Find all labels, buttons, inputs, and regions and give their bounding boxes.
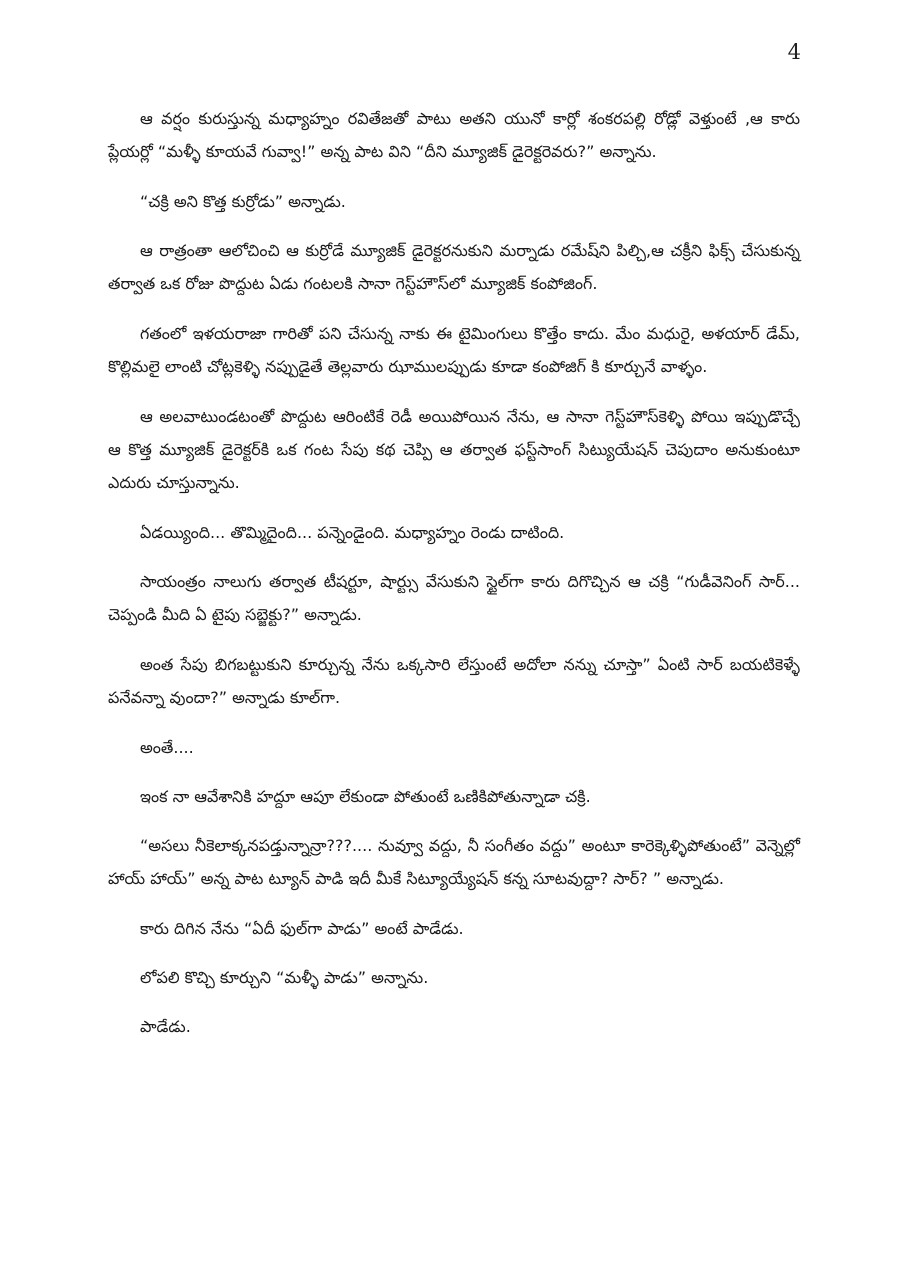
paragraph: ఆ రాత్రంతా ఆలోచించి ఆ కుర్రోడే మ్యూజిక్ డైరెక్టరనుకుని మర్నాడు రమేష్‌ని పిల్చి,ఆ చక్రీని ఫిక్స్ చేసుకున్న తర్వాత ఒక రోజు పొద్దుట ఏడు గంటలకి సానా గెస్ట్‌హౌస్‌లో మ్యూజిక్ కంపోజింగ్. [108,241,800,293]
paragraph: గతంలో ఇళయరాజా గారితో పని చేసున్న నాకు ఈ టైమింగులు కొత్తేం కాదు. మేం మధురై, అళయార్ డేమ్, కొల్లిమలై లాంటి చోట్లకెళ్ళి నప్పుడైతే తెల్లవారు ఝాములప్పుడు కూడా కంపోజిగ్ కి కూర్చునే వాళ్ళం. [108,324,800,376]
paragraph: సాయంత్రం నాలుగు తర్వాత టీషర్టూ, షార్ట్సు వేసుకుని స్టైల్‌గా కారు దిగొచ్చిన ఆ చక్రి “గుడీవెనింగ్ సార్... చెప్పండి మీది ఏ టైపు సబ్జెక్టు?” అన్నాడు. [108,572,800,624]
paragraph: అంతే.... [140,738,194,757]
paragraph: పాడేడు. [140,1017,191,1036]
document-body [108,102,800,1059]
paragraph: ఆ అలవాటుండటంతో పొద్దుట ఆరింటికే రెడీ అయిపోయిన నేను, ఆ సానా గెస్ట్‌హౌస్‌కెళ్ళి పోయి ఇప్పుడొచ్చే ఆ కొత్త మ్యూజిక్ డైరెక్టర్‌కి ఒక గంట సేపు కథ చెప్పి ఆ తర్వాత ఫస్ట్‌సాంగ్ సిట్యుయేషన్ చెపుదాం అనుకుంటూ ఎదురు చూస్తున్నాను. [108,407,800,492]
paragraph: అంత సేపు బిగబట్టుకుని కూర్చున్న నేను ఒక్కసారి లేస్తుంటే అదోలా నన్ను చూస్తా” ఏంటి సార్ బయటికెళ్ళే పనేవన్నా వుందా?” అన్నాడు కూల్‌గా. [108,655,800,707]
paragraph: “చక్రి అని కొత్త కుర్రోడు” అన్నాడు. [140,192,346,211]
paragraph: ఆ వర్షం కురుస్తున్న మధ్యాహ్నం రవితేజతో పాటు అతని యునో కార్లో శంకరపల్లి రోడ్లో వెళ్తుంటే ,ఆ కారు ప్లేయర్లో “మళ్ళీ కూయవే గువ్వా!” అన్న పాట విని “దీని మ్యూజిక్ డైరెక్టరెవరు?” అన్నాను. [108,109,800,161]
paragraph: కారు దిగిన నేను “ఏదీ ఫుల్‌గా పాడు” అంటే పాడేడు. [140,919,464,938]
paragraph: ఏడయ్యింది... తొమ్మిదైంది... పన్నెండైంది. మధ్యాహ్నం రెండు దాటింది. [140,523,565,542]
paragraph: లోపలి కొచ్చి కూర్చుని “మళ్ళీ పాడు” అన్నాను. [140,968,429,987]
paragraph: “అసలు నీకెలాక్కనపడ్తున్నాన్రా???.... నువ్వూ వద్దు, నీ సంగీతం వద్దు” అంటూ కారెక్కెళ్ళిపోతుంటే” వెన్నెల్లో హాయ్ హాయ్” అన్న పాట ట్యూన్ పాడి ఇదీ మీకే సిట్యూయ్యేషన్ కన్న సూటవుద్దా? సార్? ” అన్నాడు. [108,836,800,888]
paragraph: ఇంక నా ఆవేశానికి హద్దూ ఆపూ లేకుండా పోతుంటే ఒణికిపోతున్నాడా చక్రి. [140,787,591,806]
page-number: 4 [787,40,801,64]
